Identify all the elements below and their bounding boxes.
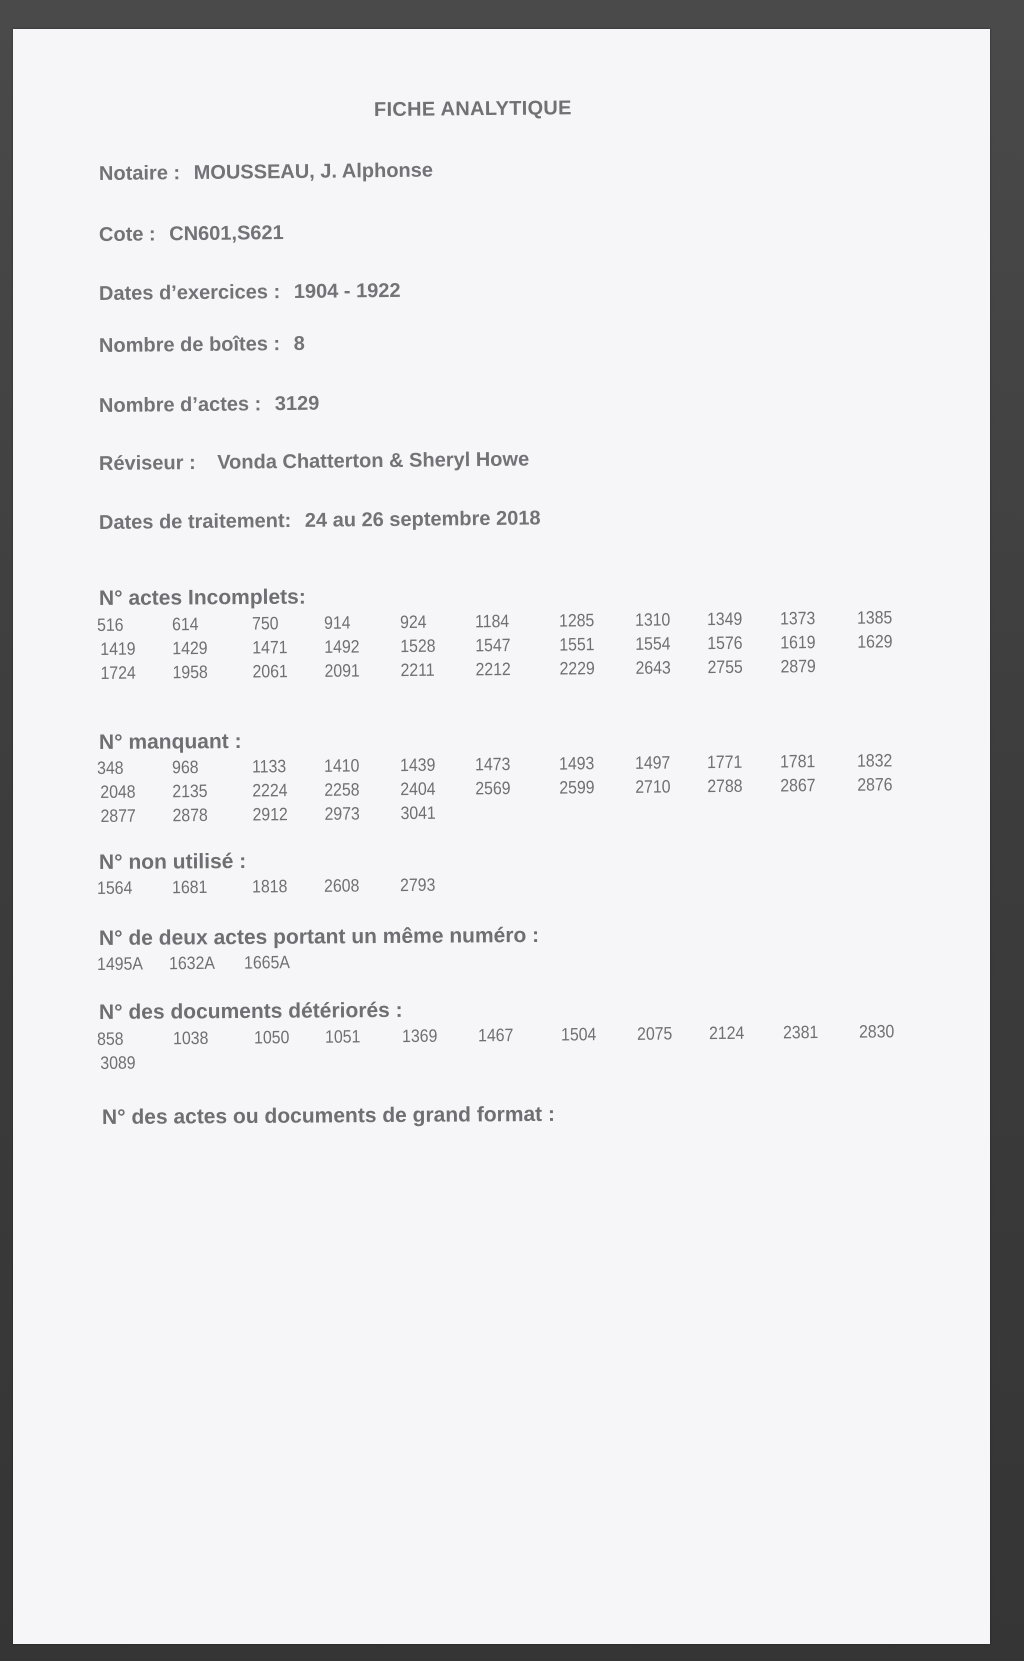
- number-cell: 2091: [324, 660, 360, 681]
- number-cell: 1184: [474, 611, 510, 632]
- field-cote-value: CN601,S621: [169, 222, 284, 246]
- number-cell: 1665A: [243, 952, 290, 973]
- number-cell: 1467: [477, 1025, 514, 1046]
- number-cell: 2912: [252, 804, 288, 825]
- field-nombre-boites-value: 8: [293, 332, 305, 355]
- number-cell: 2876: [857, 774, 893, 795]
- number-cell: 1051: [324, 1026, 361, 1047]
- number-cell: 1681: [171, 876, 208, 898]
- number-cell: 1410: [323, 755, 360, 776]
- number-cell: 2212: [475, 659, 511, 680]
- number-cell: 1818: [251, 876, 288, 897]
- manquant-number-grid: [97, 750, 918, 830]
- number-cell: 2258: [324, 779, 360, 800]
- number-cell: 1493: [558, 753, 595, 774]
- number-cell: 2878: [172, 804, 208, 826]
- number-cell: 516: [97, 614, 124, 635]
- number-cell: 2229: [559, 658, 595, 679]
- number-cell: 3089: [100, 1052, 136, 1073]
- number-cell: 2075: [636, 1023, 673, 1044]
- number-cell: 2877: [100, 805, 136, 826]
- number-cell: 750: [251, 613, 279, 634]
- field-dates-traitement: [99, 507, 541, 535]
- field-nombre-boites-label: Nombre de boîtes :: [98, 333, 281, 357]
- number-cell: 2643: [635, 657, 671, 678]
- section-heading-meme-numero: N° de deux actes portant un même numéro :: [98, 923, 540, 950]
- field-cote-label: Cote :: [98, 223, 156, 246]
- field-dates-traitement-value: 24 au 26 septembre 2018: [304, 507, 541, 532]
- number-cell: 2404: [400, 778, 436, 800]
- number-cell: 1473: [474, 754, 511, 775]
- number-cell: 1551: [559, 634, 595, 655]
- deteriores-number-grid: [97, 1021, 917, 1077]
- field-notaire-label: Notaire :: [98, 162, 181, 185]
- number-cell: 2710: [635, 776, 671, 797]
- field-dates-traitement-label: Dates de traitement:: [98, 509, 292, 534]
- field-dates-exercices-label: Dates d’exercices :: [98, 281, 281, 305]
- field-cote: [99, 222, 284, 247]
- number-cell: 1771: [706, 751, 743, 773]
- field-reviseur: [99, 448, 529, 476]
- document-page: [13, 29, 990, 1644]
- number-cell: 2061: [252, 661, 288, 682]
- number-cell: 2135: [172, 780, 208, 802]
- number-cell: 1564: [97, 877, 133, 898]
- number-cell: 2381: [782, 1022, 819, 1043]
- number-cell: 1310: [634, 609, 671, 630]
- number-cell: 1419: [100, 638, 136, 659]
- field-reviseur-value: Vonda Chatterton & Sheryl Howe: [217, 448, 530, 474]
- number-cell: 1547: [475, 635, 511, 656]
- number-cell: 2788: [707, 775, 743, 797]
- number-cell: 1724: [100, 662, 136, 683]
- number-cell: 1781: [779, 751, 816, 772]
- number-cell: 1504: [560, 1024, 597, 1045]
- number-cell: 2124: [708, 1022, 745, 1044]
- number-cell: 2755: [707, 656, 743, 678]
- number-cell: 1495A: [97, 953, 144, 974]
- number-cell: 2599: [559, 777, 595, 798]
- number-cell: 1528: [400, 635, 436, 657]
- field-nombre-actes: [99, 393, 320, 418]
- number-cell: 1554: [635, 633, 671, 654]
- number-cell: 1385: [856, 607, 893, 628]
- section-heading-incomplets: N° actes Incomplets:: [98, 585, 306, 610]
- number-cell: 1832: [856, 750, 893, 771]
- number-cell: 1285: [558, 610, 595, 631]
- meme-numero-number-grid: [97, 946, 917, 978]
- number-cell: 614: [171, 614, 199, 635]
- number-cell: 1629: [857, 631, 893, 652]
- section-heading-grand-format: N° des actes ou documents de grand format :: [101, 1102, 556, 1129]
- number-cell: 1492: [324, 636, 360, 657]
- number-cell: 3041: [400, 802, 436, 824]
- number-cell: 1619: [780, 632, 816, 653]
- number-cell: 1369: [401, 1025, 438, 1047]
- number-cell: 1349: [706, 608, 743, 630]
- section-heading-deteriores: N° des documents détériorés :: [98, 998, 403, 1024]
- section-heading-manquant: N° manquant :: [98, 730, 242, 754]
- number-cell: 1497: [634, 752, 671, 773]
- field-nombre-actes-value: 3129: [274, 392, 320, 416]
- number-cell: 1439: [399, 754, 436, 776]
- number-cell: 2048: [100, 781, 136, 802]
- number-cell: 2608: [323, 875, 360, 896]
- incomplets-number-grid: [97, 607, 918, 687]
- document-title: FICHE ANALYTIQUE: [373, 97, 572, 121]
- number-cell: 914: [323, 612, 351, 633]
- number-cell: 2867: [780, 775, 816, 796]
- number-cell: 1471: [252, 637, 288, 658]
- number-cell: 968: [171, 757, 199, 778]
- field-nombre-boites: [99, 333, 305, 358]
- number-cell: 924: [399, 611, 427, 633]
- field-dates-exercices: [99, 280, 401, 306]
- number-cell: 1429: [172, 637, 208, 659]
- field-nombre-actes-label: Nombre d’actes :: [98, 393, 262, 417]
- number-cell: 2569: [475, 778, 511, 799]
- number-cell: 1038: [172, 1027, 209, 1049]
- number-cell: 348: [97, 757, 124, 778]
- number-cell: 1632A: [168, 952, 216, 974]
- field-notaire-value: MOUSSEAU, J. Alphonse: [193, 159, 434, 185]
- number-cell: 2793: [399, 874, 436, 896]
- number-cell: 2879: [780, 656, 816, 677]
- field-notaire: [99, 160, 433, 186]
- number-cell: 1133: [251, 756, 287, 777]
- field-dates-exercices-value: 1904 - 1922: [293, 279, 401, 303]
- section-heading-non-utilise: N° non utilisé :: [98, 849, 247, 874]
- number-cell: 1373: [779, 608, 816, 629]
- number-cell: 1958: [172, 661, 208, 683]
- field-reviseur-label: Réviseur :: [98, 451, 196, 475]
- number-cell: 2211: [400, 659, 435, 681]
- non-utilise-number-grid: [97, 870, 917, 902]
- number-cell: 2830: [858, 1021, 895, 1042]
- number-cell: 858: [97, 1028, 124, 1049]
- number-cell: 1050: [253, 1027, 290, 1048]
- number-cell: 2224: [252, 780, 288, 801]
- number-cell: 2973: [324, 803, 360, 824]
- number-cell: 1576: [707, 632, 743, 654]
- number-row: [97, 870, 917, 902]
- number-row: [97, 946, 917, 978]
